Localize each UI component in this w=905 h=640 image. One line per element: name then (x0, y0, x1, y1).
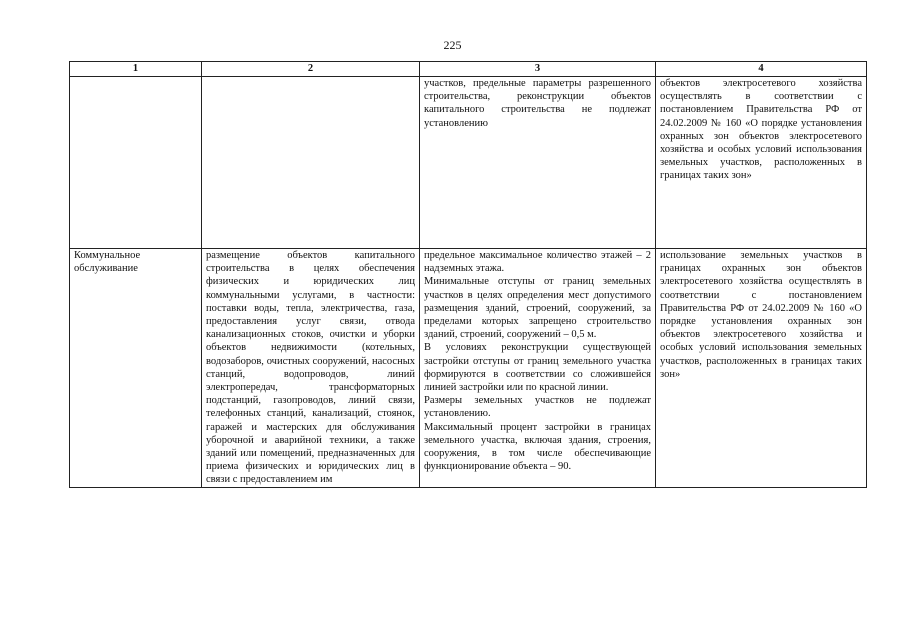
parameter-paragraph: Максимальный процент застройки в границах земельного участка, включая здания, строения, сооружения, в том числе обеспечивающие функционирование объекта – 90. (424, 421, 651, 473)
parameters-cell (420, 249, 656, 488)
column-header: 3 (420, 62, 656, 77)
use-description-cell: размещение объектов капитального строительства в целях обеспечения физических и юридических лиц коммунальными услугами, в частности: поставки воды, тепла, электричества, газа, предоставления услуг связи, отвода канализационных стоков, очистки и уборки объектов недвижимости (котельных, водозаборов, очистных сооружений, насосных станций, водопроводов, линий электропередач, трансформаторных подстанций, газопроводов, линий связи, телефонных станций, канализаций, стоянок, гаражей и мастерских для обслуживания уборочной и аварийной техники, а также зданий или помещений, предназначенных для приема физических и юридических лиц в связи с предоставлением им (202, 249, 420, 488)
page-number: 225 (443, 38, 462, 52)
regulations-table (69, 61, 867, 488)
parameter-paragraph: В условиях реконструкции существующей застройки отступы от границ земельного участка формируются в соответствии со сложившейся линией застройки или по красной линии. (424, 342, 651, 394)
use-type-cell: Коммунальное обслуживание (70, 249, 202, 488)
table-cell (202, 77, 420, 249)
table-cell (70, 77, 202, 249)
column-header: 2 (202, 62, 420, 77)
restrictions-cell: использование земельных участков в границах охранных зон объектов электросетевого хозяйства осуществлять в соответствии с постановлением Правительства РФ от 24.02.2009 № 160 «О порядке установления охранных зон объектов электросетевого хозяйства и особых условий использования земельных участков, расположенных в границах таких зон» (656, 249, 867, 488)
parameter-paragraph: Размеры земельных участков не подлежат установлению. (424, 395, 651, 420)
table-cell: объектов электросетевого хозяйства осуществлять в соответствии с постановлением Правительства РФ от 24.02.2009 № 160 «О порядке установления охранных зон объектов электросетевого хозяйства и особых условий использования земельных участков, расположенных в границах таких зон» (656, 77, 867, 249)
parameter-paragraph: предельное максимальное количество этажей – 2 надземных этажа. (424, 250, 651, 275)
parameter-paragraph: Минимальные отступы от границ земельных участков в целях определения мест допустимого размещения зданий, строений, сооружений, за пределами которых запрещено строительство зданий, строений, сооружений – 0,5 м. (424, 276, 651, 341)
column-header: 1 (70, 62, 202, 77)
column-header: 4 (656, 62, 867, 77)
table-row (70, 249, 867, 488)
table-row (70, 77, 867, 249)
table-cell: участков, предельные параметры разрешенного строительства, реконструкции объектов капитального строительства не подлежат установлению (420, 77, 656, 249)
table-header-row (70, 62, 867, 77)
